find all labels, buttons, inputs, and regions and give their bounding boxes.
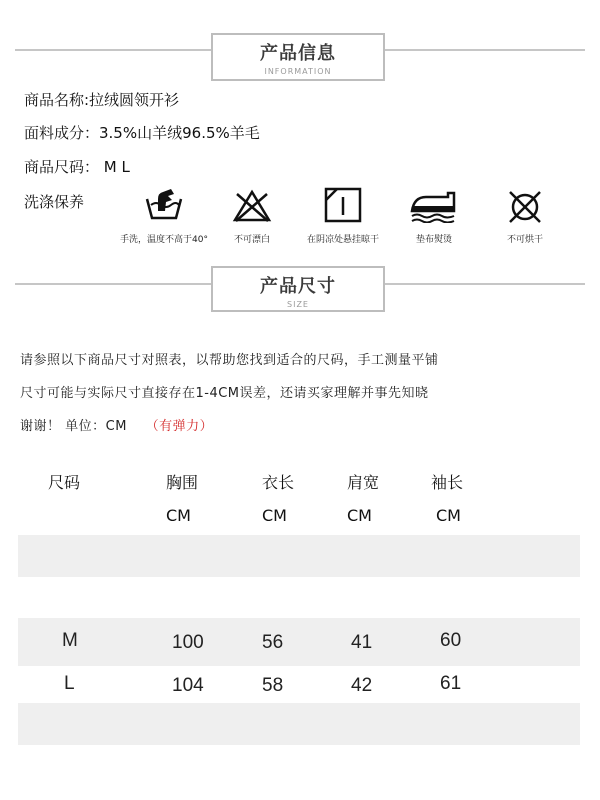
note-line-1: 请参照以下商品尺寸对照表，以帮助您找到适合的尺码，手工测量平铺	[20, 353, 439, 368]
info-header	[211, 33, 385, 81]
unit-length: CM	[262, 506, 287, 525]
line-dry-shade-icon	[324, 187, 362, 223]
product-material: 面料成分：3.5%山羊绒96.5%羊毛	[24, 124, 260, 142]
row-m-sleeve: 60	[440, 630, 462, 651]
care-label: 洗涤保养	[24, 193, 85, 211]
size-rule-left	[15, 283, 211, 285]
size-rule-right	[385, 283, 585, 285]
size-header-title: 产品尺寸	[260, 276, 336, 297]
table-stripe-3	[18, 703, 580, 745]
no-tumble-dry-icon	[506, 189, 544, 225]
row-m-length: 56	[262, 632, 284, 653]
unit-sleeve: CM	[436, 506, 461, 525]
th-shoulder: 肩宽	[347, 473, 380, 492]
th-sleeve: 袖长	[431, 473, 464, 492]
note-elastic: （有弹力）	[145, 419, 214, 434]
th-length: 衣长	[262, 473, 295, 492]
table-stripe-2	[18, 618, 580, 666]
care-hand-wash-label: 手洗，温度不高于40°	[120, 235, 208, 245]
hand-wash-icon	[144, 187, 184, 223]
note-line-2: 尺寸可能与实际尺寸直接存在1-4CM误差，还请买家理解并事先知晓	[20, 386, 429, 401]
info-header-subtitle: INFORMATION	[264, 67, 332, 76]
row-m-size: M	[62, 630, 78, 651]
care-iron-label: 垫布熨烫	[415, 235, 452, 245]
unit-chest: CM	[166, 506, 191, 525]
table-stripe-1	[18, 535, 580, 577]
product-name: 商品名称:拉绒圆领开衫	[24, 91, 180, 109]
row-l-sleeve: 61	[440, 673, 462, 694]
product-sizes: 商品尺码： M L	[24, 158, 130, 176]
no-bleach-icon	[232, 189, 272, 223]
size-header	[211, 266, 385, 312]
care-line-dry-label: 在阴凉处悬挂晾干	[306, 235, 379, 245]
note-unit: 谢谢！ 单位：CM	[20, 419, 127, 434]
th-chest: 胸围	[166, 473, 199, 492]
iron-with-cloth-icon	[410, 189, 458, 223]
row-l-shoulder: 42	[351, 675, 373, 696]
row-l-size: L	[64, 673, 75, 694]
header-rule-left	[15, 49, 211, 51]
row-l-chest: 104	[172, 675, 204, 696]
care-no-tumble-label: 不可烘干	[506, 235, 543, 245]
size-header-subtitle: SIZE	[287, 300, 309, 309]
row-m-chest: 100	[172, 632, 204, 653]
row-l-length: 58	[262, 675, 284, 696]
th-size: 尺码	[48, 473, 81, 492]
unit-shoulder: CM	[347, 506, 372, 525]
row-m-shoulder: 41	[351, 632, 373, 653]
note-line-3	[20, 415, 213, 434]
care-no-bleach-label: 不可漂白	[233, 235, 270, 245]
info-header-title: 产品信息	[260, 43, 336, 64]
header-rule-right	[385, 49, 585, 51]
